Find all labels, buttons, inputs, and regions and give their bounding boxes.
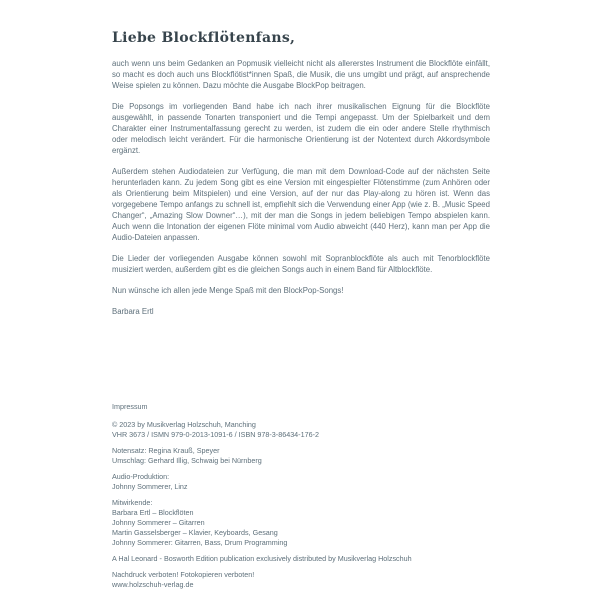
- impressum-line: A Hal Leonard - Bosworth Edition publication exclusively distributed by Musikverlag Holzschuh: [112, 554, 412, 563]
- preface-paragraph: auch wenn uns beim Gedanken an Popmusik vielleicht nicht als allererstes Instrument die Blockflöte einfällt, so macht es doch auch uns Blockflötist*innen Spaß, die Musik, die uns umgibt und prägt, auf ansprechende Weise spielen zu können. Dazu möchte die Ausgabe BlockPop beitragen.: [112, 59, 490, 90]
- preface-paragraph: Nun wünsche ich allen jede Menge Spaß mit den BlockPop-Songs!: [112, 286, 344, 295]
- page-title: Liebe Blockflötenfans,: [112, 30, 296, 46]
- impressum-line: Notensatz: Regina Krauß, Speyer: [112, 446, 220, 455]
- impressum-line: Johnny Sommerer, Linz: [112, 482, 188, 491]
- impressum-block: [112, 472, 490, 492]
- preface-paragraph: Außerdem stehen Audiodateien zur Verfügung, die man mit dem Download-Code auf der nächsten Seite herunterladen kann. Zu jedem Song gibt es eine Version mit eingespielter Flötenstimme (zum Anhören oder als Orientierung beim Mitspielen) und eine Version, auf der nur das Play-along zu hören ist. Wenn das vorgegebene Tempo anfangs zu schnell ist, empfiehlt sich die Verwendung einer App (wie z. B. „Music Speed Changer“, „Amazing Slow Downer“…), mit der man die Songs in jedem beliebigen Tempo abspielen kann. Auch wenn die Intonation der eigenen Flöte minimal vom Audio abweicht (440 Herz), kann man per App die Audio-Dateien anpassen.: [112, 167, 490, 242]
- impressum-section: [112, 402, 490, 590]
- impressum-heading: Impressum: [112, 402, 148, 411]
- impressum-blocks: [112, 420, 490, 590]
- impressum-line: Johnny Sommerer: Gitarren, Bass, Drum Programming: [112, 538, 288, 547]
- impressum-line: Audio-Produktion:: [112, 472, 170, 481]
- preface-paragraph: Die Popsongs im vorliegenden Band habe ich nach ihrer musikalischen Eignung für die Blockflöte ausgewählt, in passende Tonarten transponiert und die Tempi angepasst. Um der Spielbarkeit und dem Charakter einer Instrumentalfassung gerecht zu werden, ist zudem die ein oder andere Stelle rhythmisch oder melodisch leicht verändert. Für die harmonische Orientierung ist der Notentext durch Akkordsymbole ergänzt.: [112, 102, 490, 155]
- impressum-line: Barbara Ertl – Blockflöten: [112, 508, 194, 517]
- impressum-line: Martin Gasselsberger – Klavier, Keyboards, Gesang: [112, 528, 278, 537]
- impressum-line: Mitwirkende:: [112, 498, 153, 507]
- impressum-line: VHR 3673 / ISMN 979-0-2013-1091-6 / ISBN 978-3-86434-176-2: [112, 430, 319, 439]
- impressum-block: [112, 420, 490, 440]
- preface-paragraph: Die Lieder der vorliegenden Ausgabe können sowohl mit Sopranblockflöte als auch mit Tenorblockflöte musiziert werden, außerdem gibt es die gleichen Songs auch in einem Band für Altblockflöte.: [112, 254, 490, 274]
- impressum-block: [112, 446, 490, 466]
- impressum-block: [112, 498, 490, 548]
- preface-text: [112, 58, 490, 296]
- impressum-block: [112, 570, 490, 590]
- page-content: [112, 30, 490, 596]
- impressum-line: © 2023 by Musikverlag Holzschuh, Manching: [112, 420, 256, 429]
- impressum-line: Umschlag: Gerhard Illig, Schwaig bei Nürnberg: [112, 456, 262, 465]
- impressum-line: Johnny Sommerer – Gitarren: [112, 518, 205, 527]
- impressum-block: [112, 554, 490, 564]
- impressum-line: www.holzschuh-verlag.de: [112, 580, 194, 589]
- author-signature: Barbara Ertl: [112, 307, 154, 316]
- impressum-line: Nachdruck verboten! Fotokopieren verboten!: [112, 570, 255, 579]
